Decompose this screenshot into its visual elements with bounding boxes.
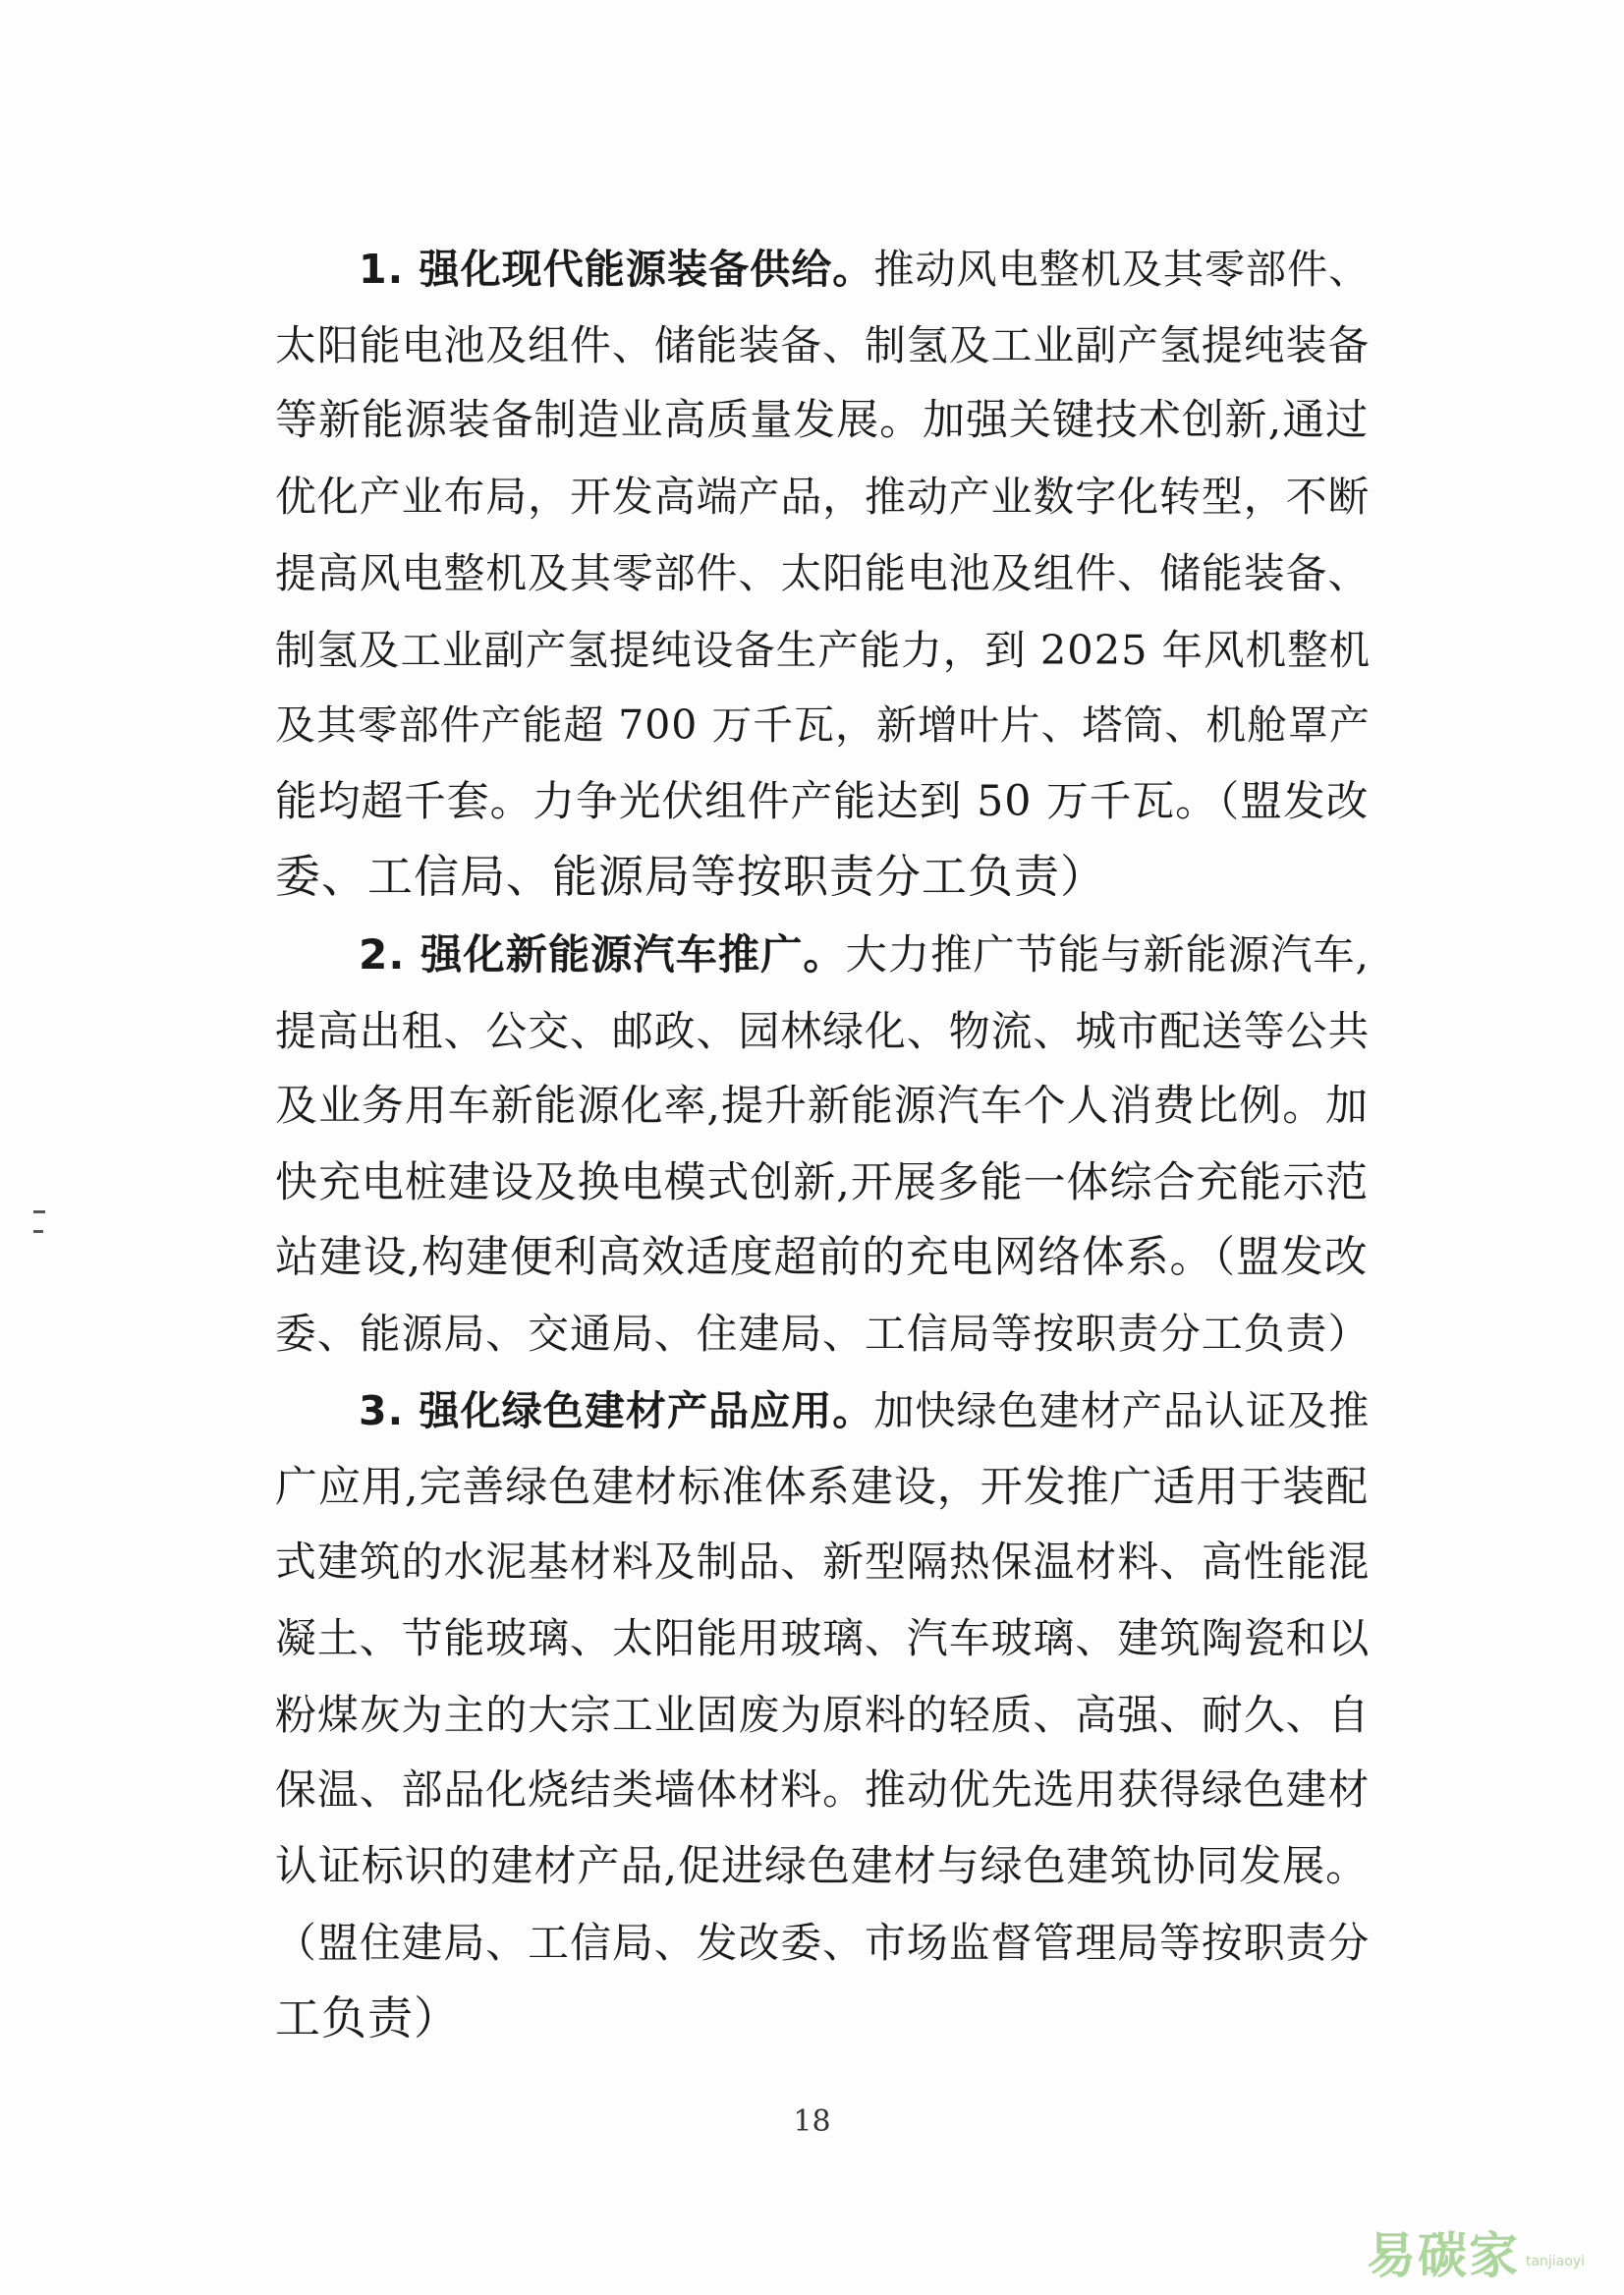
text-line: 及其零部件产能超 700 万千瓦，新增叶片、塔筒、机舱罩产 (275, 701, 1371, 749)
section-heading: 1. 强化现代能源装备供给。 (359, 246, 874, 293)
paragraph-text: 推动风电整机及其零部件、 (873, 246, 1371, 293)
watermark-text: 易碳家 (1366, 2227, 1520, 2284)
text-line: 认证标识的建材产品,促进绿色建材与绿色建筑协同发展。 (275, 1842, 1370, 1891)
text-line: 式建筑的水泥基材料及制品、新型隔热保温材料、高性能混 (275, 1538, 1371, 1586)
text-line: 快充电桩建设及换电模式创新,开展多能一体综合充能示范 (275, 1158, 1370, 1207)
text-line: 粉煤灰为主的大宗工业固废为原料的轻质、高强、耐久、自 (275, 1691, 1371, 1739)
section-heading: 2. 强化新能源汽车推广。 (359, 930, 846, 979)
text-line: 太阳能电池及组件、储能装备、制氢及工业副产氢提纯装备 (275, 321, 1371, 369)
page-number: 18 (793, 2104, 831, 2139)
text-line: 凝土、节能玻璃、太阳能用玻璃、汽车玻璃、建筑陶瓷和以 (275, 1614, 1371, 1662)
text-line (359, 927, 1370, 982)
text-line (359, 242, 1370, 297)
paragraph-text: 加快绿色建材产品认证及推 (873, 1387, 1371, 1434)
text-line: 广应用,完善绿色建材标准体系建设，开发推广适用于装配 (275, 1463, 1370, 1512)
text-line: 提高出租、公交、邮政、园林绿化、物流、城市配送等公共 (275, 1007, 1371, 1055)
scan-artifact (33, 1230, 43, 1233)
text-line: 优化产业布局，开发高端产品，推动产业数字化转型，不断 (275, 473, 1371, 521)
section-heading: 3. 强化绿色建材产品应用。 (359, 1387, 874, 1434)
text-line: 委、工信局、能源局等按职责分工负责） (275, 850, 1106, 903)
watermark-logo (1366, 2222, 1585, 2284)
text-line: 委、能源局、交通局、住建局、工信局等按职责分工负责） (275, 1310, 1371, 1358)
text-line: 保温、部品化烧结类墙体材料。推动优先选用获得绿色建材 (275, 1765, 1371, 1814)
text-line: 提高风电整机及其零部件、太阳能电池及组件、储能装备、 (275, 549, 1371, 597)
text-line: 等新能源装备制造业高质量发展。加强关键技术创新,通过 (275, 396, 1370, 445)
watermark-subtext: tanjiaoyi (1525, 2254, 1585, 2269)
text-line: 站建设,构建便利高效适度超前的充电网络体系。（盟发改 (275, 1232, 1369, 1282)
text-line (359, 1383, 1370, 1438)
paragraph-text: 大力推广节能与新能源汽车, (845, 930, 1371, 979)
text-line: 工负责） (275, 1991, 460, 2044)
text-line: 能均超千套。力争光伏组件产能达到 50 万千瓦。（盟发改 (275, 777, 1370, 826)
text-line: 及业务用车新能源化率,提升新能源汽车个人消费比例。加 (275, 1082, 1370, 1131)
text-line: 制氢及工业副产氢提纯设备生产能力，到 2025 年风机整机 (275, 626, 1372, 674)
scan-artifact (33, 1210, 45, 1213)
text-line: （盟住建局、工信局、发改委、市场监督管理局等按职责分 (275, 1919, 1371, 1967)
